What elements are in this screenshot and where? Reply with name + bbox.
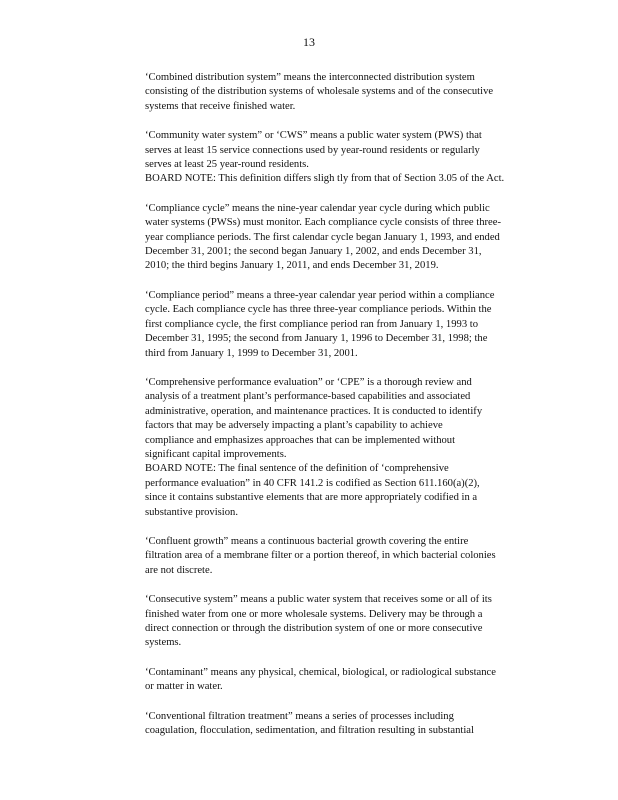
- text-line: analysis of a treatment plant’s performance-based capabilities and associated: [145, 391, 471, 403]
- text-line: significant capital improvements.: [145, 448, 287, 460]
- text-line: filtration area of a membrane filter or a portion thereof, in which bacterial colonies: [145, 550, 496, 562]
- text-line: December 31, 1995; the second from January 1, 1996 to December 31, 1998; the: [145, 333, 488, 345]
- definition-community-water-system: [145, 129, 543, 187]
- text-line: water systems (PWSs) must monitor. Each compliance cycle consists of three three-: [145, 217, 501, 229]
- text-line: ‘Compliance cycle” means the nine-year calendar year cycle during which public: [145, 202, 490, 214]
- page-number: 13: [303, 35, 315, 49]
- text-line: systems.: [145, 637, 182, 649]
- board-note-line: performance evaluation” in 40 CFR 141.2 is codified as Section 611.160(a)(2),: [145, 477, 480, 489]
- text-line: finished water from one or more wholesale systems. Delivery may be through a: [145, 608, 483, 620]
- text-line: cycle. Each compliance cycle has three three-year compliance periods. Within the: [145, 304, 492, 316]
- definition-compliance-period: [145, 289, 543, 361]
- text-line: systems that receive finished water.: [145, 100, 296, 112]
- text-line: coagulation, flocculation, sedimentation, and filtration resulting in substantial: [145, 725, 474, 737]
- text-line: are not discrete.: [145, 564, 213, 576]
- text-line: first compliance cycle, the first compliance period ran from January 1, 1993 to: [145, 318, 478, 330]
- definitions-body: [145, 71, 543, 753]
- text-line: year compliance periods. The first calendar cycle began January 1, 1993, and ended: [145, 231, 500, 243]
- text-line: direct connection or through the distribution system of one or more consecutive: [145, 623, 483, 634]
- text-line: ‘Conventional filtration treatment” means a series of processes including: [145, 710, 454, 722]
- definition-compliance-cycle: [145, 202, 543, 274]
- definition-comprehensive-performance-evaluation: [145, 376, 543, 520]
- text-line: December 31, 2001; the second began January 1, 2002, and ends December 31,: [145, 246, 482, 258]
- text-line: factors that may be adversely impacting a plant’s capability to achieve: [145, 420, 443, 432]
- text-line: ‘Comprehensive performance evaluation” or ‘CPE” is a thorough review and: [145, 376, 472, 388]
- text-line: or matter in water.: [145, 681, 223, 693]
- text-line: compliance and emphasizes approaches that can be implemented without: [145, 434, 456, 446]
- text-line: consisting of the distribution systems of wholesale systems and of the consecutive: [145, 86, 494, 98]
- text-line: ‘Compliance period” means a three-year calendar year period within a compliance: [145, 289, 495, 301]
- definition-contaminant: [145, 666, 543, 695]
- board-note-line: since it contains substantive elements that are more appropriately codified in a: [145, 492, 478, 504]
- text-line: ‘Combined distribution system” means the interconnected distribution system: [145, 72, 475, 83]
- text-line: ‘Consecutive system” means a public water system that receives some or all of its: [145, 594, 492, 606]
- text-line: third from January 1, 1999 to December 31, 2001.: [145, 347, 358, 359]
- text-line: ‘Community water system” or ‘CWS” means a public water system (PWS) that: [145, 130, 482, 142]
- definition-confluent-growth: [145, 535, 543, 578]
- text-line: ‘Contaminant” means any physical, chemical, biological, or radiological substance: [145, 666, 496, 678]
- board-note-line: BOARD NOTE: This definition differs sligh tly from that of Section 3.05 of the Act.: [145, 173, 505, 185]
- definition-conventional-filtration-treatment: [145, 710, 543, 739]
- board-note-line: BOARD NOTE: The final sentence of the definition of ‘comprehensive: [145, 463, 449, 475]
- text-line: ‘Confluent growth” means a continuous bacterial growth covering the entire: [145, 535, 469, 547]
- definition-consecutive-system: [145, 593, 543, 651]
- text-line: administrative, operation, and maintenance practices. It is conducted to identify: [145, 405, 483, 417]
- definition-combined-distribution-system: [145, 71, 543, 114]
- text-line: serves at least 15 service connections used by year-round residents or regularly: [145, 144, 480, 156]
- text-line: 2010; the third begins January 1, 2011, and ends December 31, 2019.: [145, 260, 439, 272]
- text-line: serves at least 25 year-round residents.: [145, 159, 309, 171]
- board-note-line: substantive provision.: [145, 506, 238, 518]
